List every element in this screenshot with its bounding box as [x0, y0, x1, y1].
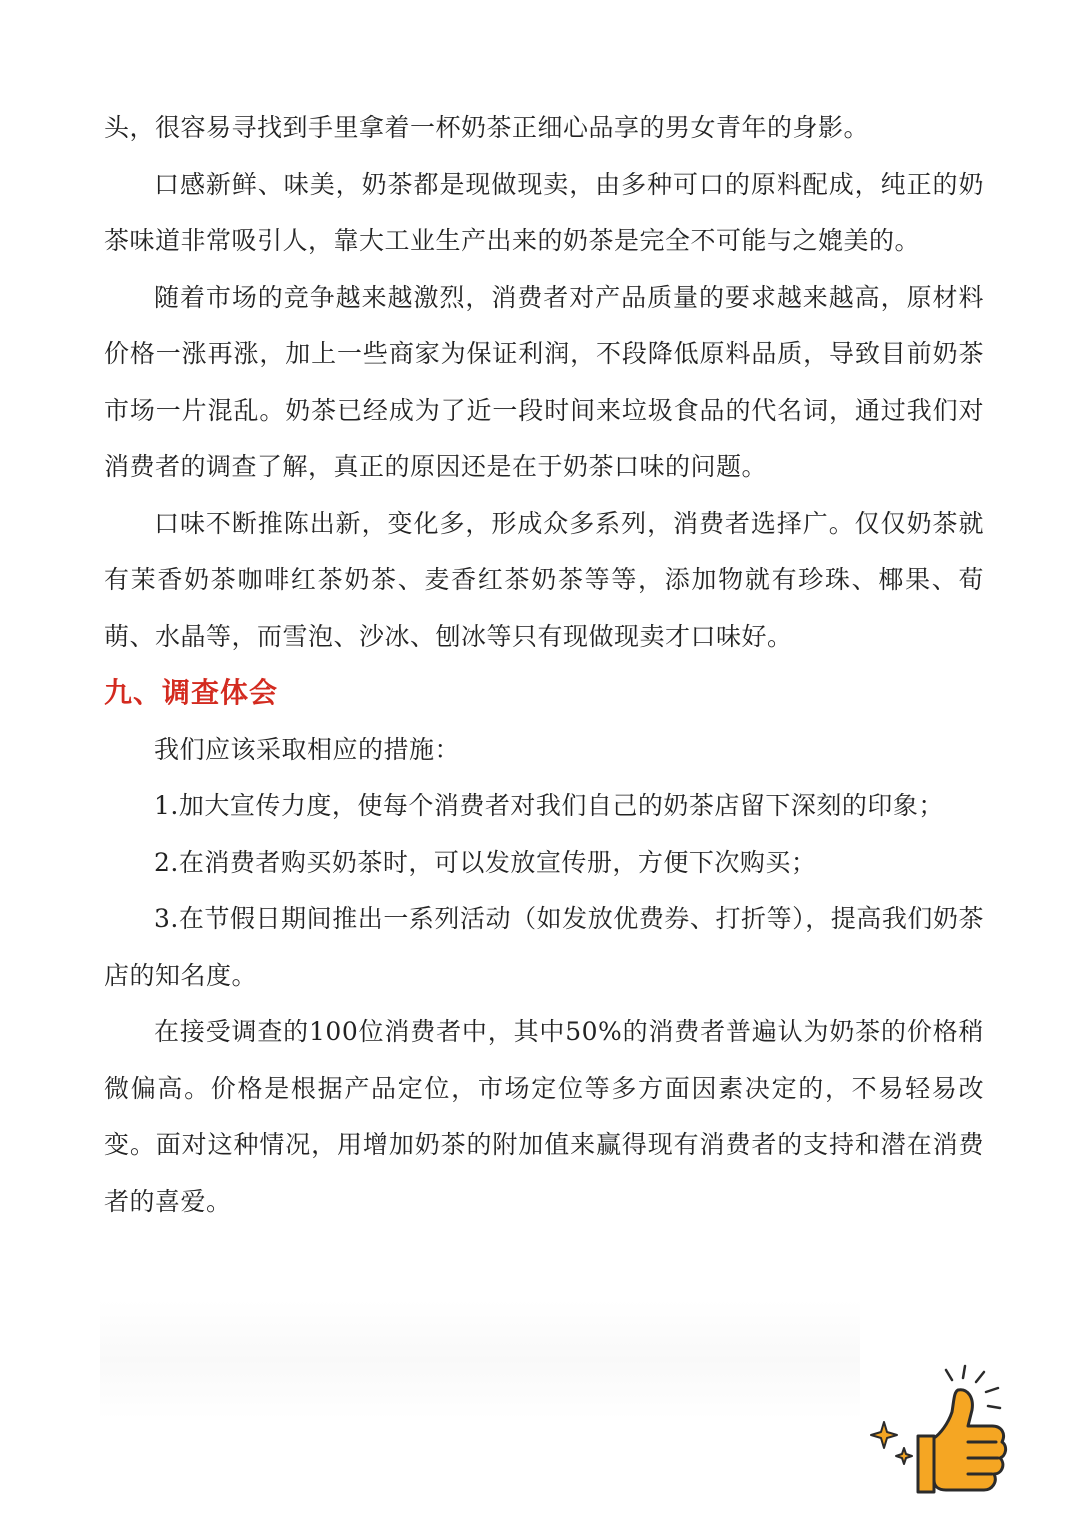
paragraph-2: 口感新鲜、味美，奶茶都是现做现卖，由多种可口的原料配成，纯正的奶茶味道非常吸引人，靠大工业生产出来的奶茶是完全不可能与之媲美的。 — [104, 169, 984, 255]
paragraph-4: 口味不断推陈出新，变化多，形成众多系列，消费者选择广。仅仅奶茶就有茉香奶茶咖啡红茶奶茶、麦香红茶奶茶等等，添加物就有珍珠、椰果、荀萌、水晶等，而雪泡、沙冰、刨冰等只有现做现卖才口味好。 — [104, 508, 984, 651]
document-page — [104, 100, 984, 1230]
faded-background-band — [100, 1300, 860, 1420]
section-heading: 九、调查体会 — [104, 676, 279, 709]
sparkle-icon — [871, 1422, 912, 1464]
measure-item-2: 2.在消费者购买奶茶时，可以发放宣传册，方便下次购买； — [154, 847, 817, 877]
thumbs-up-icon — [860, 1360, 1020, 1500]
section-intro: 我们应该采取相应的措施： — [154, 734, 461, 764]
conclusion-paragraph: 在接受调查的100位消费者中，其中50%的消费者普遍认为奶茶的价格稍微偏高。价格是根据产品定位，市场定位等多方面因素决定的，不易轻易改变。面对这种情况，用增加奶茶的附加值来赢得现有消费者的支持和潜在消费者的喜爱。 — [104, 1017, 984, 1216]
measure-item-1: 1.加大宣传力度，使每个消费者对我们自己的奶茶店留下深刻的印象； — [154, 791, 944, 820]
paragraph-3: 随着市场的竞争越来越激烈，消费者对产品质量的要求越来越高，原材料价格一涨再涨，加上一些商家为保证利润，不段降低原料品质，导致目前奶茶市场一片混乱。奶茶已经成为了近一段时间来垃圾食品的代名词，通过我们对消费者的调查了解，真正的原因还是在于奶茶口味的问题。 — [104, 282, 984, 481]
thumbs-up-decoration — [860, 1360, 1020, 1500]
paragraph-1: 头，很容易寻找到手里拿着一杯奶茶正细心品享的男女青年的身影。 — [104, 113, 870, 142]
measure-item-3: 3.在节假日期间推出一系列活动（如发放优费券、打折等），提高我们奶茶店的知名度。 — [104, 904, 984, 990]
